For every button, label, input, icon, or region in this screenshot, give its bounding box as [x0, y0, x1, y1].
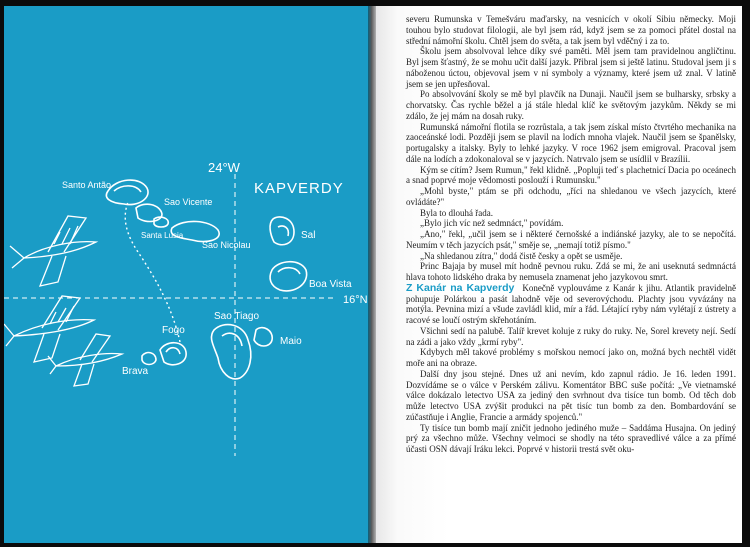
paragraph: „Bylo jich víc než sedmnáct," povídám.	[420, 218, 564, 229]
island-maio	[254, 328, 272, 346]
island-sao-vicente	[136, 204, 162, 221]
section-start	[406, 283, 736, 326]
body-text	[406, 14, 736, 455]
paragraph: Princ Bajaja by musel mít hodně pevnou ruku. Zdá se mi, že ani useknutá sedmnáctá hlava tohoto lidského draka by nemusela znamenat jeho jazykovou smrt.	[406, 261, 736, 282]
island-fogo	[160, 343, 186, 365]
paragraph: Další dny jsou stejné. Dnes už ani nevím, kdo zapnul rádio. Je 16. leden 1991. Dozvídáme se o válce v Perském zálivu. Komentátor BBC suše počítá: „Ve vietnamské válce dokázalo letectvo USA za jediný den svrhnout dva tisíce tun bomb. Od těch dob může letectvo USA zvýšit produkci na pět tisíc tun bomb za den. Bombardování se zúčastňuje i Anglie, Francie a armády spojenců."	[406, 368, 736, 422]
paragraph: Byla to dlouhá řada.	[420, 207, 493, 218]
paragraph: severu Rumunska v Temešváru maďarsky, na vesnicích v okolí Sibiu německy. Moji touhou bylo studovat filologii, ale byl jsem rád, když jsem se za pomoci přátel dostal na střední námořní školu. Chtěl jsem do světa, a tak jsem byl vděčný i za to.	[406, 14, 736, 46]
label-maio: Maio	[280, 336, 302, 347]
flying-fish-illustration	[4, 216, 122, 386]
label-sao-nicolau: Sao Nicolau	[202, 240, 251, 250]
left-page-map	[4, 6, 370, 543]
paragraph: Rumunská námořní flotila se rozrůstala, a tak jsem získal místo čtvrtého mechanika na zaoceánské lodi. Později jsem se plavil na lodích mnoha vlajek. Naučil jsem se španělsky, portugalsky a italsky. Byly to lehké jazyky. V roce 1962 jsem emigroval. Pracoval jsem dále na lodích a zdokonaloval se v jazycích. Natrvalo jsem se usídlil v Brazílii.	[406, 121, 736, 164]
label-santa-luzia: Santa Lusia	[141, 231, 184, 240]
paragraph: Ty tisíce tun bomb mají zničit jednoho jediného muže – Saddáma Husajna. On jediný prý za všechno může. Všechny velmoci se shodly na této spravedlivé válce a za přímé účasti OSN dávají Iráku lekci. Poprvé v historii trestá svět oku-	[406, 422, 736, 454]
paragraph: „Ano," řekl, „učil jsem se i některé černošské a indiánské jazyky, ale to se nepočítá. Neumím v těch jazycích psát," směje se, „nemají totiž písmo."	[406, 229, 736, 250]
label-santo-antao: Santo Antão	[62, 180, 112, 190]
island-brava	[142, 353, 156, 365]
label-sao-vicente: Sao Vicente	[164, 197, 213, 207]
flying-fish-icon	[56, 354, 122, 367]
island-boa-vista	[270, 262, 307, 291]
flying-fish-icon	[14, 320, 94, 336]
route-line	[125, 202, 180, 342]
section-heading: Z Kanár na Kapverdy	[406, 281, 515, 294]
parallel-label: 16°N	[343, 294, 368, 306]
label-brava: Brava	[122, 366, 149, 377]
paragraph: Po absolvování školy se mě byl plavčík na Dunaji. Naučil jsem se bulharsky, srbsky a chorvatsky. Čas rychle běžel a já stále hledal klíč ke světovým jazykům. Někdy se mi zdálo, že jej mám na dosah ruky.	[406, 89, 736, 121]
label-fogo: Fogo	[162, 325, 185, 336]
paragraph: „Na shledanou zítra," dodá čistě česky a opět se usměje.	[420, 250, 623, 261]
island-santo-antao	[106, 180, 148, 205]
map-title: KAPVERDY	[254, 180, 344, 197]
paragraph: Všichni sedí na palubě. Talíř krevet koluje z ruky do ruky. Ne, Sorel krevety nejí. Sedí na zádi a jako vždy „krmí ryby".	[406, 325, 736, 347]
label-sal: Sal	[301, 230, 316, 241]
cape-verde-map	[4, 6, 370, 543]
label-boa-vista: Boa Vista	[309, 279, 352, 290]
label-sao-tiago: Sao Tiago	[214, 311, 260, 322]
island-sal	[270, 217, 294, 245]
right-page-text	[376, 6, 742, 543]
paragraph: „Mohl byste," ptám se při odchodu, „říci na shledanou ve všech jazycích, které ovládáte?"	[406, 186, 736, 207]
paragraph: Školu jsem absolvoval lehce díky své paměti. Měl jsem tam pravidelnou angličtinu. Byl jsem šťastný, že se mohu učit další jazyk. Přibral jsem si ještě latinu. Studoval jsem ji s náboženou úctou, objevoval jsem v ní symboly a významy, které jsem už znal. V latině jsem se jen upřesňoval.	[406, 46, 736, 89]
paragraph: Konečně vyplouváme z Kanár k jihu. Atlantik pravidelně pohupuje Polárkou a pasát lahodně věje od severovýchodu. Plachty jsou vyvázány na motýla. Pevnina mizí a všude zavládl klid, mír a řád. Létající ryby nám vylétají z ústrety a racové se loučí ostrým skřehotáním.	[406, 282, 736, 325]
paragraph: Kým se cítím? Jsem Rumun," řekl klidně. „Popluji teď s plachetnicí Dacia po oceánech a snad poprvé moje vědomosti poslouží i Rumunsku."	[406, 164, 736, 186]
flying-fish-icon	[24, 242, 96, 258]
paragraph: Kdybych měl takové problémy s mořskou nemocí jako on, možná bych nechtěl vidět moře ani na obraze.	[406, 347, 736, 368]
island-santa-luzia	[154, 217, 168, 227]
meridian-label: 24°W	[208, 160, 240, 175]
